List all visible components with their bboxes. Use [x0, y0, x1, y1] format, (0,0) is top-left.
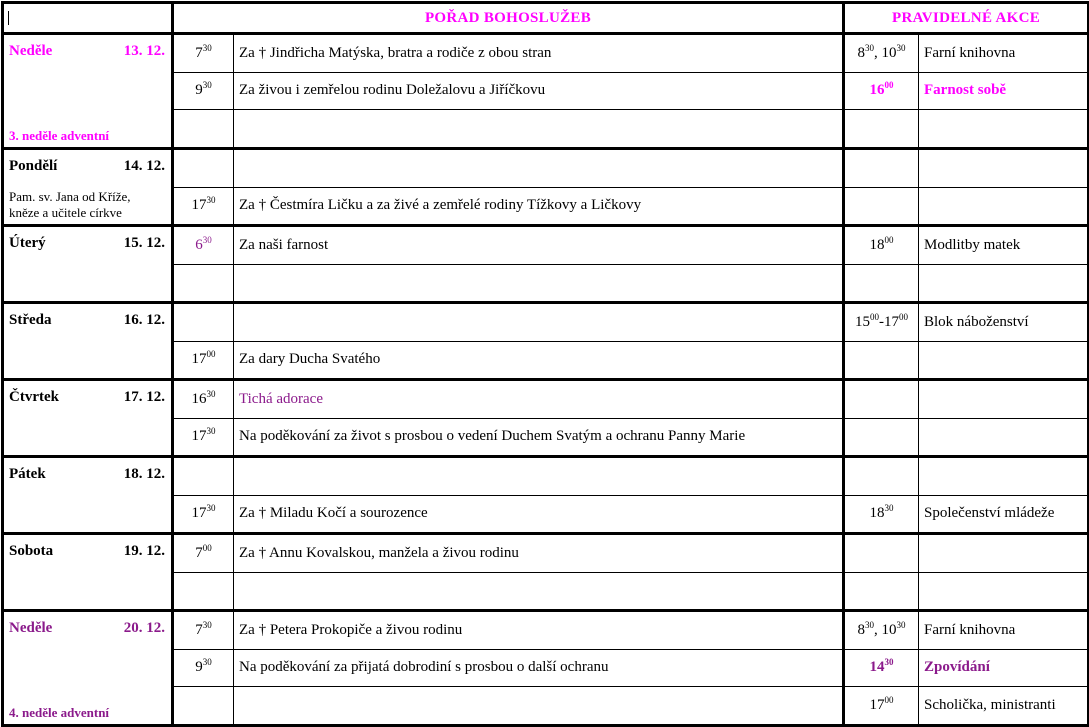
mass-time — [173, 264, 234, 303]
event-name — [919, 572, 1089, 611]
mass-time: $17^{30}$ — [173, 187, 234, 226]
corner-cell — [3, 3, 173, 34]
day-note: 4. neděle adventní — [9, 705, 110, 720]
event-time — [844, 110, 919, 149]
day-date: 15. 12. — [123, 235, 165, 251]
corner-mark — [8, 11, 9, 25]
mass-intention: Na poděkování za život s prosbou o vedení Duchem Svatým a ochranu Panny Marie — [234, 418, 844, 457]
mass-intention — [234, 572, 844, 611]
mass-time: $9^{30}$ — [173, 649, 234, 687]
day-name: Sobota — [9, 543, 54, 559]
event-time — [844, 457, 919, 496]
day-cell-wednesday — [3, 303, 173, 380]
day-cell-monday — [3, 149, 173, 226]
event-time: $18^{00}$ — [844, 226, 919, 265]
mass-intention — [234, 110, 844, 149]
event-time — [844, 572, 919, 611]
mass-intention — [234, 149, 844, 188]
mass-time — [173, 110, 234, 149]
event-time: $8^{30}$, $10^{30}$ — [844, 611, 919, 650]
mass-time: $7^{00}$ — [173, 534, 234, 573]
day-date: 14. 12. — [123, 158, 165, 174]
event-time: $8^{30}$, $10^{30}$ — [844, 34, 919, 73]
day-name: Pondělí — [9, 158, 58, 174]
mass-time — [173, 687, 234, 726]
mass-intention: Za † Annu Kovalskou, manžela a živou rodinu — [234, 534, 844, 573]
event-name — [919, 341, 1089, 380]
mass-time — [173, 149, 234, 188]
mass-intention: Za † Miladu Kočí a sourozence — [234, 495, 844, 534]
event-time — [844, 341, 919, 380]
day-cell-tuesday — [3, 226, 173, 303]
event-time: $17^{00}$ — [844, 687, 919, 726]
mass-intention — [234, 687, 844, 726]
event-time — [844, 264, 919, 303]
event-name: Scholička, ministranti — [919, 687, 1089, 726]
mass-intention — [234, 303, 844, 342]
event-name: Farní knihovna — [919, 34, 1089, 73]
day-note: 3. neděle adventní — [9, 128, 110, 143]
mass-time — [173, 303, 234, 342]
mass-time: $17^{00}$ — [173, 341, 234, 380]
event-name — [919, 264, 1089, 303]
schedule-title: POŘAD BOHOSLUŽEB — [173, 3, 844, 34]
day-name: Pátek — [9, 466, 46, 482]
day-name: Neděle — [9, 43, 53, 59]
day-date: 17. 12. — [123, 389, 165, 405]
event-time — [844, 418, 919, 457]
event-name: Zpovídání — [919, 649, 1089, 687]
mass-time: $17^{30}$ — [173, 495, 234, 534]
mass-time — [173, 572, 234, 611]
day-date: 19. 12. — [123, 543, 165, 559]
mass-intention: Tichá adorace — [234, 380, 844, 419]
event-name — [919, 187, 1089, 226]
event-name: Farní knihovna — [919, 611, 1089, 650]
day-date: 20. 12. — [123, 620, 165, 636]
mass-time: $9^{30}$ — [173, 72, 234, 110]
mass-time: $7^{30}$ — [173, 611, 234, 650]
mass-intention: Za dary Ducha Svatého — [234, 341, 844, 380]
event-name — [919, 149, 1089, 188]
event-name — [919, 418, 1089, 457]
mass-intention: Za živou i zemřelou rodinu Doležalovu a Jiříčkovu — [234, 72, 844, 110]
mass-time — [173, 457, 234, 496]
day-name: Úterý — [9, 235, 46, 251]
day-date: 16. 12. — [123, 312, 165, 328]
event-name — [919, 457, 1089, 496]
day-cell-thursday — [3, 380, 173, 457]
event-name — [919, 534, 1089, 573]
mass-intention — [234, 264, 844, 303]
day-cell-sunday-2 — [3, 611, 173, 726]
event-time: $14^{30}$ — [844, 649, 919, 687]
day-cell-saturday — [3, 534, 173, 611]
event-name — [919, 110, 1089, 149]
event-name: Farnost sobě — [919, 72, 1089, 110]
mass-intention: Na poděkování za přijatá dobrodiní s prosbou o další ochranu — [234, 649, 844, 687]
day-name: Čtvrtek — [9, 389, 59, 405]
mass-intention — [234, 457, 844, 496]
event-name: Modlitby matek — [919, 226, 1089, 265]
schedule-table — [1, 1, 1089, 727]
events-title: PRAVIDELNÉ AKCE — [844, 3, 1089, 34]
event-name — [919, 380, 1089, 419]
event-time: $16^{00}$ — [844, 72, 919, 110]
day-name: Neděle — [9, 620, 53, 636]
mass-intention: Za † Jindřicha Matýska, bratra a rodiče z obou stran — [234, 34, 844, 73]
mass-intention: Za † Petera Prokopiče a živou rodinu — [234, 611, 844, 650]
event-time: $15^{00}-17^{00}$ — [844, 303, 919, 342]
mass-time: $6^{30}$ — [173, 226, 234, 265]
event-time — [844, 380, 919, 419]
event-time: $18^{30}$ — [844, 495, 919, 534]
event-time — [844, 149, 919, 188]
event-name: Blok náboženství — [919, 303, 1089, 342]
day-cell-friday — [3, 457, 173, 534]
event-time — [844, 187, 919, 226]
mass-intention: Za † Čestmíra Ličku a za živé a zemřelé rodiny Tížkovy a Ličkovy — [234, 187, 844, 226]
day-name: Středa — [9, 312, 52, 328]
mass-intention: Za naši farnost — [234, 226, 844, 265]
event-name: Společenství mládeže — [919, 495, 1089, 534]
event-time — [844, 534, 919, 573]
day-note: Pam. sv. Jana od Kříže, kněze a učitele církve — [9, 189, 131, 220]
day-date: 18. 12. — [123, 466, 165, 482]
mass-time: $17^{30}$ — [173, 418, 234, 457]
mass-time: $7^{30}$ — [173, 34, 234, 73]
day-date: 13. 12. — [123, 43, 165, 59]
day-cell-sunday-1 — [3, 34, 173, 149]
mass-time: $16^{30}$ — [173, 380, 234, 419]
